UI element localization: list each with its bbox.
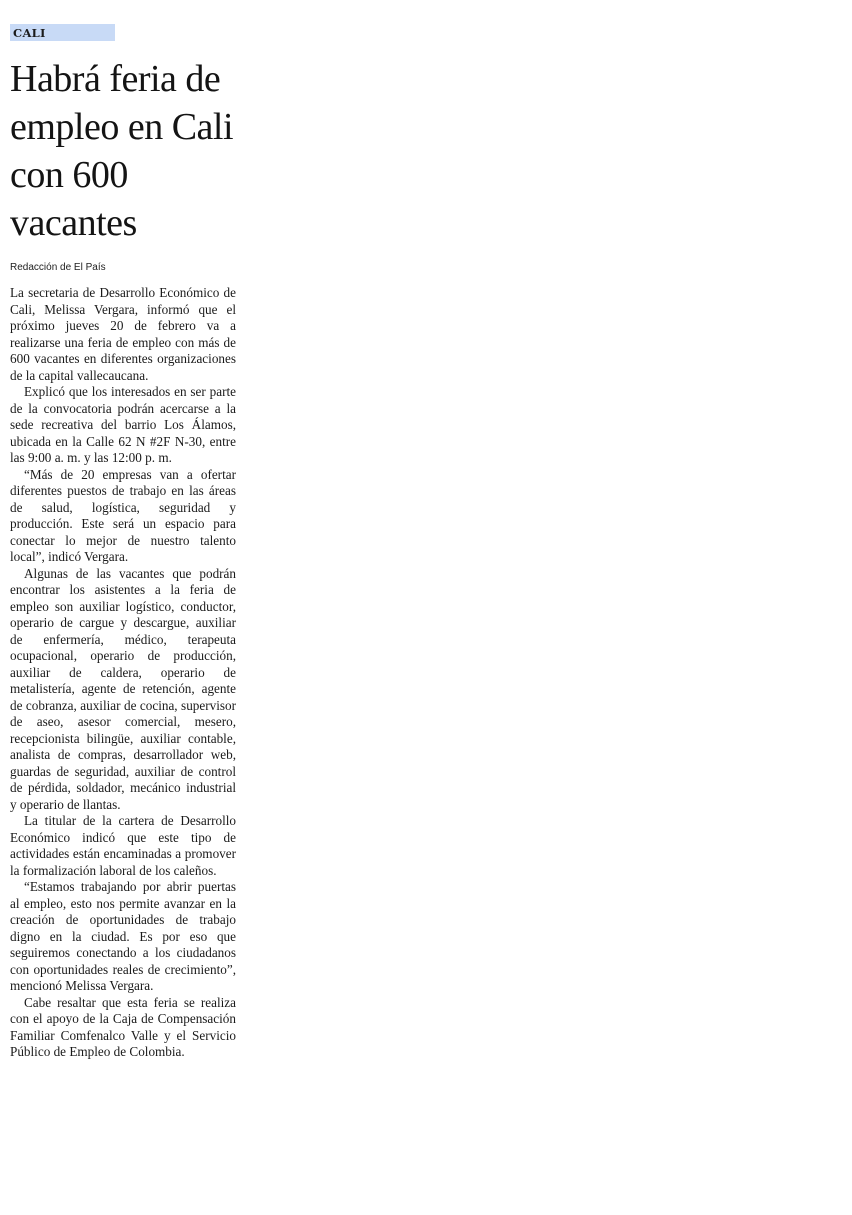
body-paragraph: La titular de la cartera de Desarrollo Económico indicó que este tipo de actividades están encaminadas a promover la formalización laboral de los caleños. [10, 813, 236, 878]
article-byline: Redacción de El País [10, 262, 106, 273]
body-paragraph: Cabe resaltar que esta feria se realiza con el apoyo de la Caja de Compensación Familiar Comfenalco Valle y el Servicio Público de Empleo de Colombia. [10, 994, 236, 1059]
body-paragraph: Algunas de las vacantes que podrán encontrar los asistentes a la feria de empleo son auxiliar logístico, conductor, operario de cargue y descargue, auxiliar de enfermería, médico, terapeuta ocupacional, operario de producción, auxiliar de caldera, operario de metalistería, agente de retención, agente de cobranza, auxiliar de cocina, supervisor de aseo, asesor comercial, mesero, recepcionista bilingüe, auxiliar contable, analista de compras, desarrollador web, guardas de seguridad, auxiliar de control de pérdida, soldador, mecánico industrial y operario de llantas. [10, 565, 236, 812]
body-paragraph: Explicó que los interesados en ser parte de la convocatoria podrán acercarse a la sede recreativa del barrio Los Álamos, ubicada en la Calle 62 N #2F N-30, entre las 9:00 a. m. y las 12:00 p. m. [10, 384, 236, 465]
article-body [10, 285, 236, 1061]
news-article [10, 24, 236, 1061]
section-tag: CALI [10, 24, 115, 41]
body-paragraph: “Estamos trabajando por abrir puertas al empleo, esto nos permite avanzar en la creación de oportunidades de trabajo digno en la ciudad. Es por eso que seguiremos conectando a los ciudadanos con oportunidades reales de crecimiento”, mencionó Melissa Vergara. [10, 879, 236, 993]
article-headline: Habrá feria de empleo en Cali con 600 vacantes [10, 58, 234, 244]
body-paragraph: La secretaria de Desarrollo Económico de Cali, Melissa Vergara, informó que el próximo jueves 20 de febrero va a realizarse una feria de empleo con más de 600 vacantes en diferentes organizaciones de la capital vallecaucana. [10, 285, 236, 383]
body-paragraph: “Más de 20 empresas van a ofertar diferentes puestos de trabajo en las áreas de salud, logística, seguridad y producción. Este será un espacio para conectar lo mejor de nuestro talento local”, indicó Vergara. [10, 466, 236, 564]
